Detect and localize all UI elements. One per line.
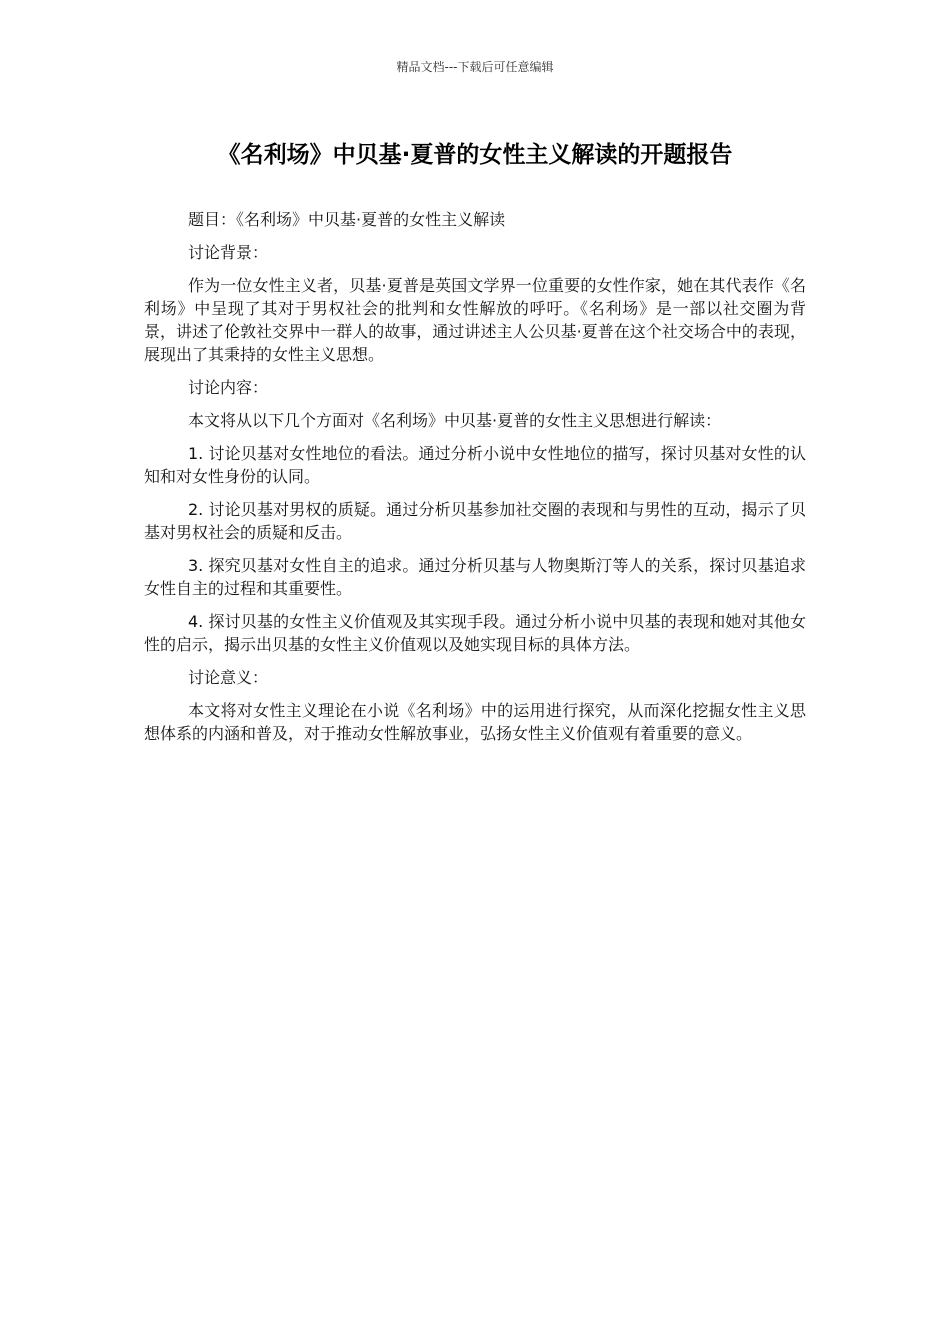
heading-background: 讨论背景： (188, 243, 269, 262)
paragraph-significance: 本文将对女性主义理论在小说《名利场》中的运用进行探究，从而深化挖掘女性主义思想体系的内涵和普及，对于推动女性解放事业，弘扬女性主义价值观有着重要的意义。 (144, 701, 806, 743)
heading-content: 讨论内容： (188, 378, 269, 397)
paragraph-background: 作为一位女性主义者，贝基·夏普是英国文学界一位重要的女性作家，她在其代表作《名利场》中呈现了其对于男权社会的批判和女性解放的呼吁。《名利场》是一部以社交圈为背景，讲述了伦敦社交界中一群人的故事，通过讲述主人公贝基·夏普在这个社交场合中的表现，展现出了其秉持的女性主义思想。 (144, 276, 806, 364)
paragraph-content-intro: 本文将从以下几个方面对《名利场》中贝基·夏普的女性主义思想进行解读： (188, 411, 722, 430)
list-item: 4. 探讨贝基的女性主义价值观及其实现手段。通过分析小说中贝基的表现和她对其他女性的启示，揭示出贝基的女性主义价值观以及她实现目标的具体方法。 (144, 612, 806, 654)
list-item: 2. 讨论贝基对男权的质疑。通过分析贝基参加社交圈的表现和与男性的互动，揭示了贝基对男权社会的质疑和反击。 (144, 500, 806, 542)
heading-significance: 讨论意义： (188, 668, 269, 687)
paragraph-topic: 题目：《名利场》中贝基·夏普的女性主义解读 (188, 210, 506, 229)
document-title: 《名利场》中贝基·夏普的女性主义解读的开题报告 (217, 142, 733, 168)
list-item: 1. 讨论贝基对女性地位的看法。通过分析小说中女性地位的描写，探讨贝基对女性的认知和对女性身份的认同。 (144, 444, 806, 486)
document-body (144, 208, 806, 755)
header-note: 精品文档---下载后可任意编辑 (396, 60, 554, 74)
list-item: 3. 探究贝基对女性自主的追求。通过分析贝基与人物奥斯汀等人的关系，探讨贝基追求女性自主的过程和其重要性。 (144, 556, 806, 598)
